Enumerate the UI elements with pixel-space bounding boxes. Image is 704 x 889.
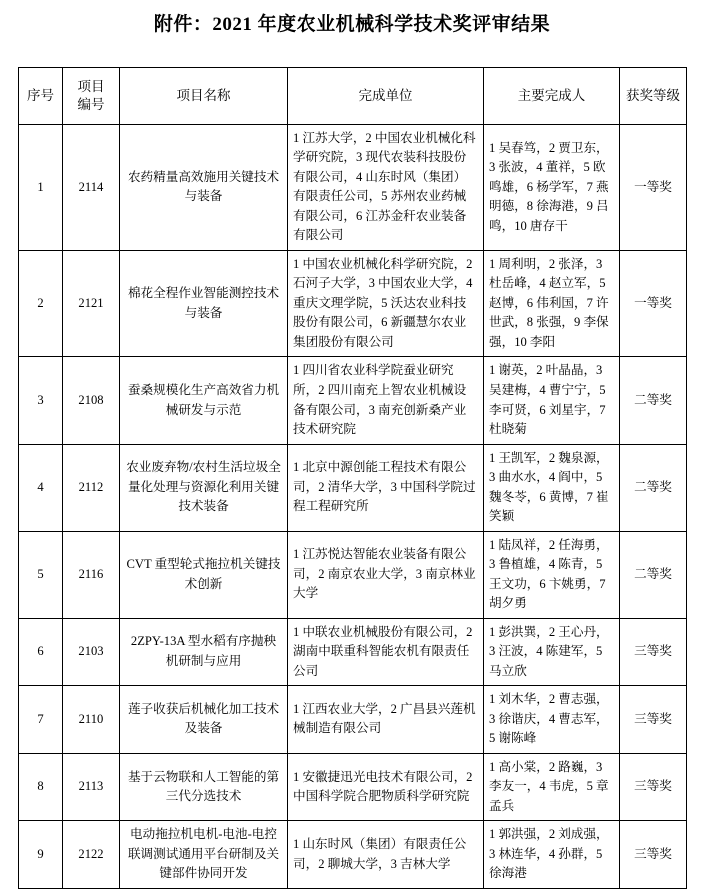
cell-award-level: 二等奖 (620, 531, 687, 618)
cell-completion-unit: 1 中联农业机械股份有限公司，2 湖南中联重科智能农机有限责任公司 (288, 618, 484, 686)
cell-completion-unit: 1 中国农业机械化科学研究院，2 石河子大学，3 中国农业大学，4 重庆文理学院，5 沃达农业科技股份有限公司，6 新疆慧尔农业集团股份有限公司 (288, 250, 484, 357)
column-header-seq: 序号 (19, 67, 63, 124)
cell-completion-unit: 1 安徽捷迅光电技术有限公司，2 中国科学院合肥物质科学研究院 (288, 753, 484, 821)
cell-main-contributors: 1 周利明，2 张泽，3 杜岳峰，4 赵立军，5 赵博，6 伟利国，7 许世武，8 张强，9 李保强，10 李阳 (484, 250, 620, 357)
column-header-unit: 完成单位 (288, 67, 484, 124)
cell-main-contributors: 1 陆凤祥，2 任海勇，3 鲁植雄，4 陈青，5 王文功，6 卞姚勇，7 胡夕勇 (484, 531, 620, 618)
cell-award-level: 一等奖 (620, 124, 687, 250)
cell-award-level: 三等奖 (620, 753, 687, 821)
cell-seq: 3 (19, 357, 63, 444)
cell-main-contributors: 1 高小棠，2 路巍，3 李友一，4 韦虎，5 章孟兵 (484, 753, 620, 821)
column-header-code-line1: 项目 (77, 78, 105, 94)
cell-project-code: 2116 (63, 531, 120, 618)
column-header-people: 主要完成人 (484, 67, 620, 124)
table-row (19, 753, 687, 821)
cell-project-name: 电动拖拉机电机-电池-电控联调测试通用平台研制及关键部件协同开发 (120, 821, 288, 889)
table-header (19, 67, 687, 124)
cell-seq: 2 (19, 250, 63, 357)
cell-project-code: 2112 (63, 444, 120, 531)
cell-main-contributors: 1 谢英，2 叶晶晶，3 吴建梅，4 曹宁宁，5 李可贤，6 刘星宇，7 杜晓菊 (484, 357, 620, 444)
cell-award-level: 二等奖 (620, 357, 687, 444)
table-row (19, 686, 687, 754)
cell-project-name: 2ZPY-13A 型水稻有序抛秧机研制与应用 (120, 618, 288, 686)
cell-seq: 9 (19, 821, 63, 889)
cell-project-name: 农药精量高效施用关键技术与装备 (120, 124, 288, 250)
cell-main-contributors: 1 吴春笃，2 贾卫东，3 张波，4 董祥，5 欧鸣雄，6 杨学军，7 燕明德，8 徐海港，9 吕鸣，10 唐存干 (484, 124, 620, 250)
cell-completion-unit: 1 四川省农业科学院蚕业研究所，2 四川南充上智农业机械设备有限公司，3 南充创新桑产业技术研究院 (288, 357, 484, 444)
cell-award-level: 一等奖 (620, 250, 687, 357)
cell-project-code: 2114 (63, 124, 120, 250)
cell-seq: 1 (19, 124, 63, 250)
column-header-level: 获奖等级 (620, 67, 687, 124)
table-row (19, 250, 687, 357)
table-row (19, 357, 687, 444)
cell-project-code: 2121 (63, 250, 120, 357)
table-header-row (19, 67, 687, 124)
award-results-table (18, 67, 687, 889)
cell-main-contributors: 1 彭洪巽，2 王心丹，3 汪波，4 陈建军，5 马立欣 (484, 618, 620, 686)
cell-completion-unit: 1 北京中源创能工程技术有限公司，2 清华大学，3 中国科学院过程工程研究所 (288, 444, 484, 531)
table-container (0, 67, 704, 889)
cell-completion-unit: 1 江西农业大学，2 广昌县兴莲机械制造有限公司 (288, 686, 484, 754)
cell-seq: 4 (19, 444, 63, 531)
cell-completion-unit: 1 江苏悦达智能农业装备有限公司，2 南京农业大学，3 南京林业大学 (288, 531, 484, 618)
cell-completion-unit: 1 山东时风（集团）有限责任公司，2 聊城大学，3 吉林大学 (288, 821, 484, 889)
table-body (19, 124, 687, 888)
cell-project-code: 2122 (63, 821, 120, 889)
cell-completion-unit: 1 江苏大学，2 中国农业机械化科学研究院，3 现代农装科技股份有限公司，4 山东时风（集团）有限责任公司，5 苏州农业药械有限公司，6 江苏金秆农业装备有限公司 (288, 124, 484, 250)
cell-seq: 7 (19, 686, 63, 754)
cell-project-name: 蚕桑规模化生产高效省力机械研发与示范 (120, 357, 288, 444)
cell-project-name: 基于云物联和人工智能的第三代分选技术 (120, 753, 288, 821)
cell-main-contributors: 1 王凯军，2 魏泉源，3 曲水水，4 阎中，5 魏冬苓，6 黄博，7 崔笑颖 (484, 444, 620, 531)
cell-award-level: 二等奖 (620, 444, 687, 531)
cell-seq: 8 (19, 753, 63, 821)
cell-award-level: 三等奖 (620, 821, 687, 889)
table-row (19, 444, 687, 531)
table-row (19, 821, 687, 889)
cell-project-name: CVT 重型轮式拖拉机关键技术创新 (120, 531, 288, 618)
cell-award-level: 三等奖 (620, 618, 687, 686)
cell-project-code: 2113 (63, 753, 120, 821)
table-row (19, 531, 687, 618)
cell-main-contributors: 1 刘木华，2 曹志强，3 徐谐庆，4 曹志军，5 谢陈峰 (484, 686, 620, 754)
cell-project-name: 莲子收获后机械化加工技术及装备 (120, 686, 288, 754)
table-row (19, 124, 687, 250)
cell-project-code: 2108 (63, 357, 120, 444)
cell-project-code: 2103 (63, 618, 120, 686)
cell-main-contributors: 1 郭洪强，2 刘成强，3 林连华，4 孙群，5 徐海港 (484, 821, 620, 889)
cell-seq: 6 (19, 618, 63, 686)
column-header-code (63, 67, 120, 124)
cell-project-code: 2110 (63, 686, 120, 754)
cell-project-name: 农业废弃物/农村生活垃圾全量化处理与资源化利用关键技术装备 (120, 444, 288, 531)
cell-award-level: 三等奖 (620, 686, 687, 754)
cell-project-name: 棉花全程作业智能测控技术与装备 (120, 250, 288, 357)
page-title: 附件：2021 年度农业机械科学技术奖评审结果 (153, 14, 551, 35)
cell-seq: 5 (19, 531, 63, 618)
table-row (19, 618, 687, 686)
column-header-project-name: 项目名称 (120, 67, 288, 124)
column-header-code-line2: 编号 (77, 96, 105, 112)
